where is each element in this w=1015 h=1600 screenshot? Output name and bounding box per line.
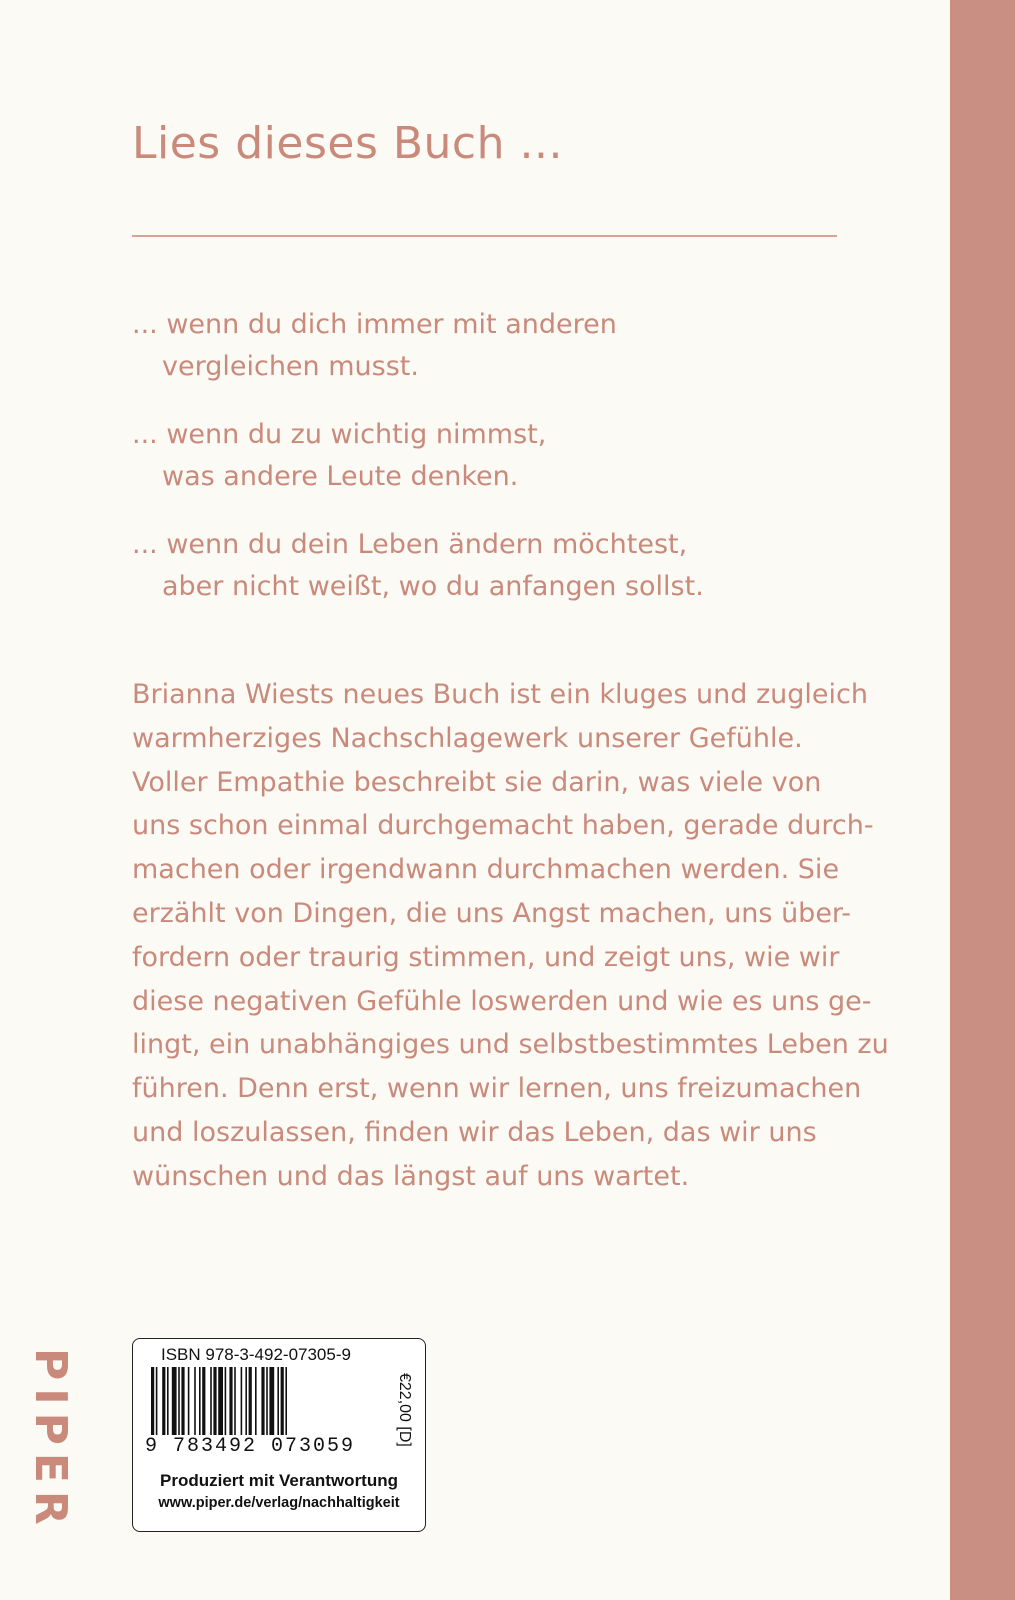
sustainability-url: www.piper.de/verlag/nachhaltigkeit bbox=[158, 1495, 400, 1511]
price-label: €22,00 [D] bbox=[396, 1373, 413, 1447]
blurb-line: warmherziges Nachschlagewerk unserer Gefühle. bbox=[132, 722, 803, 754]
blurb-line: wünschen und das längst auf uns wartet. bbox=[132, 1160, 690, 1192]
reason-item bbox=[132, 414, 852, 498]
blurb-line: führen. Denn erst, wenn wir lernen, uns freizumachen bbox=[132, 1073, 862, 1105]
blurb-line: und loszulassen, finden wir das Leben, das wir uns bbox=[132, 1116, 817, 1148]
reason-line-1: ... wenn du zu wichtig nimmst, bbox=[132, 419, 547, 450]
book-blurb bbox=[132, 673, 889, 1199]
back-cover-heading: Lies dieses Buch ... bbox=[132, 118, 563, 169]
reason-item bbox=[132, 304, 852, 388]
reason-line-2: was andere Leute denken. bbox=[162, 461, 519, 492]
publisher-logo: PIPER bbox=[25, 1348, 76, 1533]
blurb-line: diese negativen Gefühle loswerden und wie es uns ge- bbox=[132, 985, 872, 1017]
blurb-line: erzählt von Dingen, die uns Angst machen, uns über- bbox=[132, 897, 852, 929]
book-spine-strip bbox=[950, 0, 1015, 1600]
blurb-line: fordern oder traurig stimmen, und zeigt uns, wie wir bbox=[132, 941, 840, 973]
heading-divider bbox=[132, 235, 837, 237]
reason-line-2: vergleichen musst. bbox=[162, 351, 419, 382]
blurb-line: machen oder irgendwann durchmachen werden. Sie bbox=[132, 854, 840, 886]
blurb-line: uns schon einmal durchgemacht haben, gerade durch- bbox=[132, 810, 874, 842]
barcode-panel bbox=[132, 1338, 426, 1532]
blurb-line: lingt, ein unabhängiges und selbstbestimmtes Leben zu bbox=[132, 1029, 889, 1061]
reason-line-1: ... wenn du dich immer mit anderen bbox=[132, 309, 617, 340]
blurb-line: Brianna Wiests neues Buch ist ein kluges und zugleich bbox=[132, 679, 868, 710]
reason-line-2: aber nicht weißt, wo du anfangen sollst. bbox=[162, 571, 704, 602]
reason-line-1: ... wenn du dein Leben ändern möchtest, bbox=[132, 529, 688, 560]
reason-item bbox=[132, 524, 852, 608]
isbn-label: ISBN 978-3-492-07305-9 bbox=[161, 1345, 351, 1364]
blurb-line: Voller Empathie beschreibt sie darin, was viele von bbox=[132, 766, 822, 798]
ean-digits: 9 783492 073059 bbox=[145, 1435, 356, 1458]
sustainability-note: Produziert mit Verantwortung bbox=[159, 1471, 399, 1490]
